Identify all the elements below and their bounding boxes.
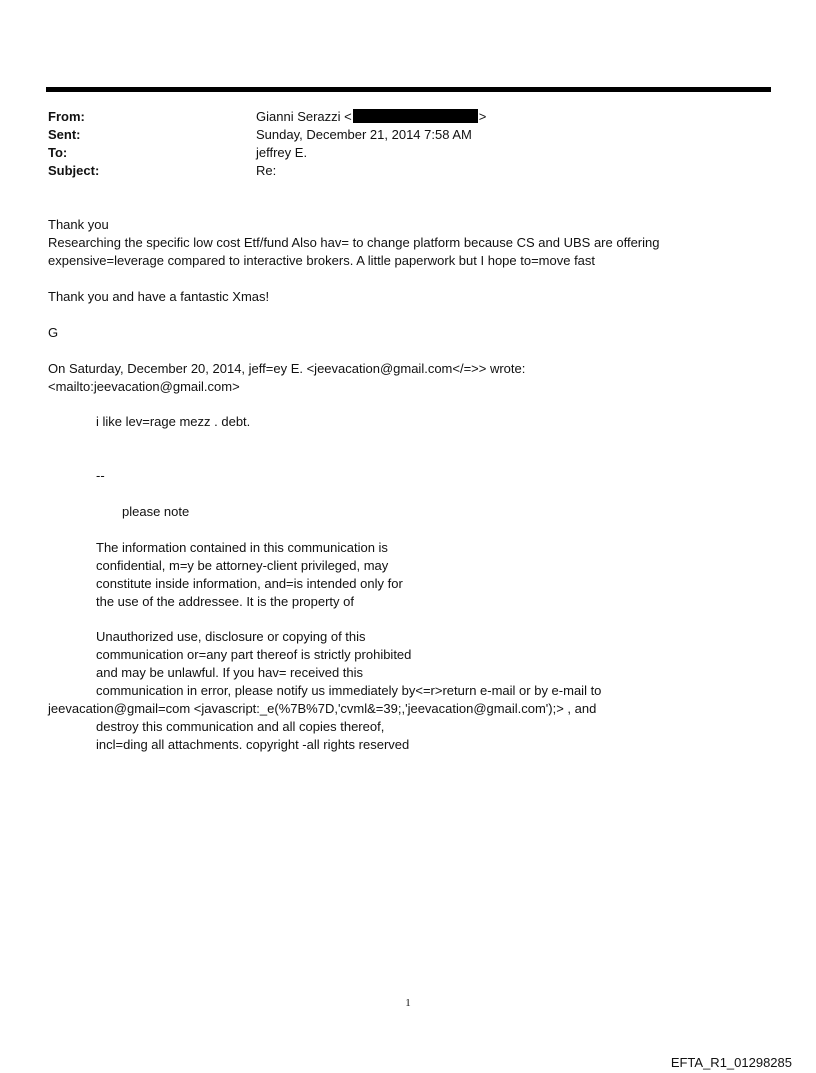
to-label: To: [48,145,68,160]
disclaimer-line: and may be unlawful. If you hav= received this [96,665,364,680]
quote-attribution: On Saturday, December 20, 2014, jeff=ey E. <jeevacation@gmail.com</=>> wrote: [48,361,526,376]
header-rule [46,87,771,92]
disclaimer-line: confidential, m=y be attorney-client privileged, may [96,558,389,573]
to-value: jeffrey E. [256,145,308,160]
body-line: expensive=leverage compared to interactive brokers. A little paperwork but I hope to=move fast [48,253,596,268]
disclaimer-line: The information contained in this communication is [96,540,388,555]
subject-label: Subject: [48,163,100,178]
disclaimer-line: destroy this communication and all copies thereof, [96,719,385,734]
redaction-block [353,109,478,123]
disclaimer-line: Unauthorized use, disclosure or copying of this [96,629,366,644]
disclaimer-line: jeevacation@gmail=com <javascript:_e(%7B%7D,'cvml&=39;,'jeevacation@gmail.com');> , and [48,701,597,716]
subject-value: Re: [256,163,277,178]
disclaimer-line: the use of the addressee. It is the property of [96,594,354,609]
sent-label: Sent: [48,127,81,142]
disclaimer-line: communication in error, please notify us immediately by<=r>return e-mail or by e-mail to [96,683,602,698]
disclaimer-line: communication or=any part thereof is strictly prohibited [96,647,412,662]
from-suffix: > [478,109,487,124]
from-value [256,108,486,126]
quoted-line: i like lev=rage mezz . debt. [96,414,251,429]
disclaimer-line: constitute inside information, and=is intended only for [96,576,403,591]
body-line: Researching the specific low cost Etf/fund Also hav= to change platform because CS and UBS are offering [48,235,660,250]
document-id: EFTA_R1_01298285 [670,1055,792,1070]
disclaimer-line: incl=ding all attachments. copyright -all rights reserved [96,737,410,752]
from-label: From: [48,109,85,124]
signature-separator: -- [96,468,105,483]
disclaimer-heading: please note [122,504,190,519]
quote-mailto: <mailto:jeevacation@gmail.com> [48,379,240,394]
signature-initial: G [48,325,59,340]
from-name: Gianni Serazzi < [256,109,352,124]
body-line: Thank you and have a fantastic Xmas! [48,289,270,304]
sent-value: Sunday, December 21, 2014 7:58 AM [256,127,472,142]
page-number: 1 [405,997,411,1009]
body-line: Thank you [48,217,109,232]
